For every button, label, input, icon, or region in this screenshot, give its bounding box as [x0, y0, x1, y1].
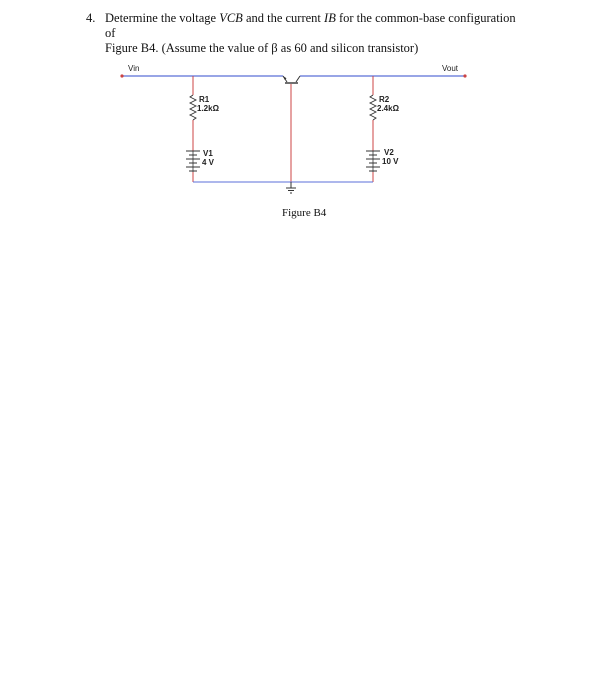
question-text-line3: Figure B4. (Assume the value of β as 60 and silicon transistor) — [105, 41, 419, 55]
vout-label: Vout — [442, 64, 459, 73]
vin-label: Vin — [128, 64, 140, 73]
v2-value: 10 V — [382, 157, 399, 166]
r2-value: 2.4kΩ — [377, 104, 399, 113]
v1-name: V1 — [203, 149, 213, 158]
r1-name: R1 — [199, 95, 210, 104]
resistor-r2 — [370, 95, 376, 120]
v1-value: 4 V — [202, 158, 215, 167]
r2-name: R2 — [379, 95, 390, 104]
circuit-diagram — [0, 0, 608, 240]
figure-caption: Figure B4 — [282, 207, 327, 219]
resistor-r1 — [190, 95, 196, 120]
ground-icon — [286, 182, 296, 193]
v2-name: V2 — [384, 148, 394, 157]
battery-v2 — [366, 151, 380, 172]
battery-v1 — [186, 151, 200, 172]
question-text-line2: of — [105, 26, 116, 40]
question-number: 4. — [86, 11, 96, 25]
vout-terminal — [463, 74, 466, 77]
r1-value: 1.2kΩ — [197, 104, 219, 113]
transistor-symbol — [283, 76, 300, 83]
var-vcb: VCB — [219, 11, 243, 25]
question-text-line1: Determine the voltage VCB and the current IB for the common-base configuration — [105, 11, 516, 25]
vin-terminal — [120, 74, 123, 77]
var-ib: IB — [324, 11, 336, 25]
